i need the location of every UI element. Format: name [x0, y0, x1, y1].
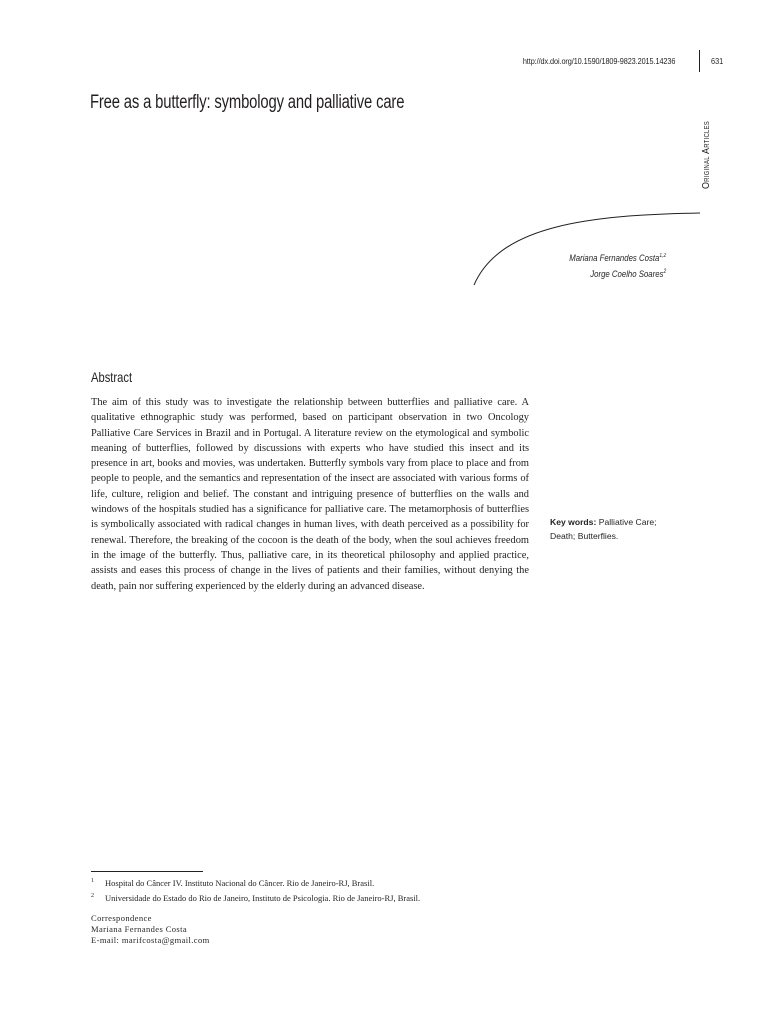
author-item [569, 250, 666, 266]
keywords-label: Key words: [550, 517, 597, 527]
footnote-number: 1 [91, 878, 94, 884]
footnote-text: Universidade do Estado do Rio de Janeiro, Instituto de Psicologia. Rio de Janeiro-RJ, Brasil. [105, 893, 421, 903]
author-list [569, 250, 666, 281]
keywords [550, 515, 680, 543]
footnote-divider [91, 871, 203, 872]
doi-link[interactable]: http://dx.doi.org/10.1590/1809-9823.2015.14236 [522, 56, 675, 66]
header-divider [699, 50, 700, 72]
abstract-text: The aim of this study was to investigate the relationship between butterflies and palliative care. A qualitative ethnographic study was performed, based on participant observation in two Oncology Palliative Care Services in Brazil and in Portugal. A literature review on the etymological and symbolic meaning of butterflies, followed by discussions with experts who have studied this insect and its presence in art, books and movies, was undertaken. Butterfly symbols vary from place to place and from people to people, and the semantics and representation of the insect are associated with various forms of life, culture, religion and belief. The constant and intriguing presence of butterflies on the walls and windows of the hospitals studied has a significance for palliative care. The metamorphosis of butterflies is symbolically associated with radical changes in human lives, with death perceived as a possibility for renewal. Therefore, the breaking of the cocoon is the death of the body, when the soul achieves freedom in the image of the butterfly. Thus, palliative care, in its theoretical philosophy and applied practice, assists and eases this process of change in the lives of patients and their families, without denying the death, pain nor suffering experienced by the elderly during an advanced disease. [91, 397, 529, 592]
footnote-text: Hospital do Câncer IV. Instituto Nacional do Câncer. Rio de Janeiro-RJ, Brasil. [105, 878, 375, 888]
correspondence-label: Correspondence [91, 913, 152, 923]
footnote-item [91, 891, 420, 906]
correspondence-email[interactable]: E-mail: marifcosta@gmail.com [91, 935, 210, 945]
page-number: 631 [711, 56, 724, 66]
footnote-item [91, 876, 420, 891]
footnote-number: 2 [91, 893, 94, 899]
author-item [569, 266, 666, 282]
correspondence-name: Mariana Fernandes Costa [91, 924, 188, 934]
correspondence [91, 913, 210, 946]
section-label: Original Articles [700, 120, 712, 190]
author-affiliation: 1,2 [659, 253, 666, 259]
footnotes [91, 876, 420, 906]
keywords-text: Palliative Care; Death; Butterflies. [550, 517, 657, 541]
abstract-heading: Abstract [91, 369, 133, 385]
author-affiliation: 2 [663, 268, 666, 275]
author-name: Jorge Coelho Soares [590, 268, 664, 280]
author-name: Mariana Fernandes Costa [569, 253, 660, 265]
article-title: Free as a butterfly: symbology and palliative care [90, 92, 405, 113]
